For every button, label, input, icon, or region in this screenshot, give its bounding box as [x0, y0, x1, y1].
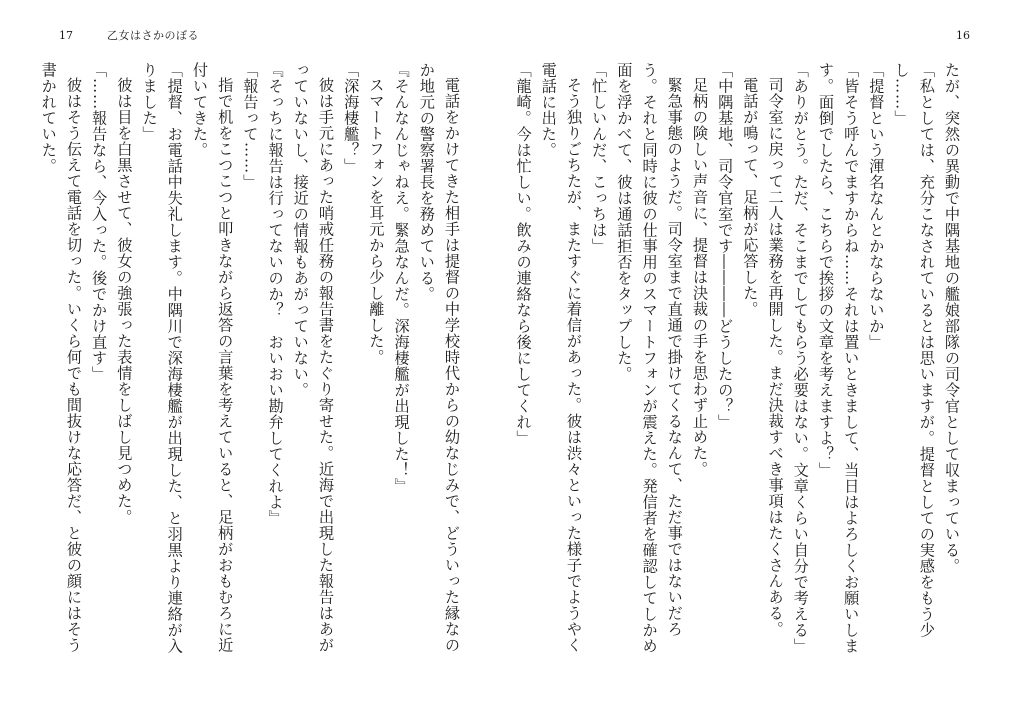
paragraph: 電話が鳴って、足柄が応答した。 — [741, 77, 760, 318]
paragraph: 彼は目を白黒させて、彼女の強張った表情をしばし見つめた。 — [115, 77, 134, 526]
paragraph: 「忙しいんだ、こっちは」 — [590, 62, 609, 254]
paragraph: スマートフォンを耳元から少し離した。 — [367, 77, 386, 366]
running-title: 乙女はさかのぼる — [107, 29, 199, 42]
paragraph: 「ありがとう。ただ、そこまでしてもらう必要はない。文章くらい自分で考える」 — [791, 62, 810, 654]
paragraph: 「皆そう呼んでますからね……それは置いときまして、当日はよろしくお願いします。面倒でしたら、こちらで挨拶の文章を考えますよ？」 — [816, 62, 861, 654]
paragraph: 『そっちに報告は行ってないのか？ おいおい勘弁してくれよ』 — [266, 62, 285, 526]
paragraph: 彼はそう伝えて電話を切った。いくら何でも間抜けな応答だ、と彼の顔にはそう書かれていた。 — [39, 62, 83, 654]
paragraph: 『そんなんじゃねえ。緊急なんだ。深海棲艦が出現した！』 — [392, 62, 411, 494]
paragraph: 司令室に戻って二人は業務を再開した。まだ決裁すべき事項はたくさんある。 — [766, 77, 785, 638]
paragraph: 緊急事態のようだ。司令室まで直通で掛けてくるなんて、ただ事ではないだろう。それと同時に彼の仕事用のスマートフォンが震えた。発信者を確認してしかめ面を浮かべて、彼は通話拒否をタップした。 — [615, 62, 684, 654]
paragraph: 「龍崎。今は忙しい。飲みの連絡なら後にしてくれ」 — [514, 62, 533, 446]
left-page-body — [39, 62, 464, 662]
paragraph: 「私としては、充分こなされているとは思いますが。提督としての実感をもう少し……」 — [892, 62, 936, 638]
paragraph: そう独りごちたが、またすぐに着信があった。彼は渋々といった様子でようやく電話に出た。 — [539, 62, 583, 654]
paragraph: 電話をかけてきた相手は提督の中学校時代からの幼なじみで、どういった縁なのか地元の警察署長を務めている。 — [417, 62, 461, 654]
paragraph: 「中隅基地、司令官室です――――どうしたの？」 — [716, 62, 735, 430]
paragraph: 「提督、お電話中失礼します。中隅川で深海棲艦が出現した、と羽黒より連絡が入りました」 — [140, 62, 184, 654]
right-page-body — [514, 62, 964, 662]
right-page-number: 16 — [956, 29, 970, 42]
paragraph: 足柄の険しい声音に、提督は決裁の手を思わず止めた。 — [690, 77, 709, 478]
paragraph: 「……報告なら、今入った。後でかけ直す」 — [90, 62, 109, 382]
paragraph: 指で机をこつこつと叩きながら返答の言葉を考えていると、足柄がおもむろに近付いてきた。 — [190, 62, 235, 654]
left-page-number: 17 — [59, 29, 73, 42]
paragraph: たが、突然の異動で中隅基地の艦娘部隊の司令官として収まっている。 — [943, 62, 961, 574]
paragraph: 「深海棲艦？」 — [342, 62, 361, 174]
paragraph: 「提督という渾名なんとかならないか」 — [867, 62, 886, 350]
paragraph: 彼は手元にあった哨戒任務の報告書をたぐり寄せた。近海で出現した報告はあがっていないし、接近の情報もあがっていない。 — [291, 62, 335, 654]
paragraph: 「報告って……」 — [241, 62, 260, 190]
